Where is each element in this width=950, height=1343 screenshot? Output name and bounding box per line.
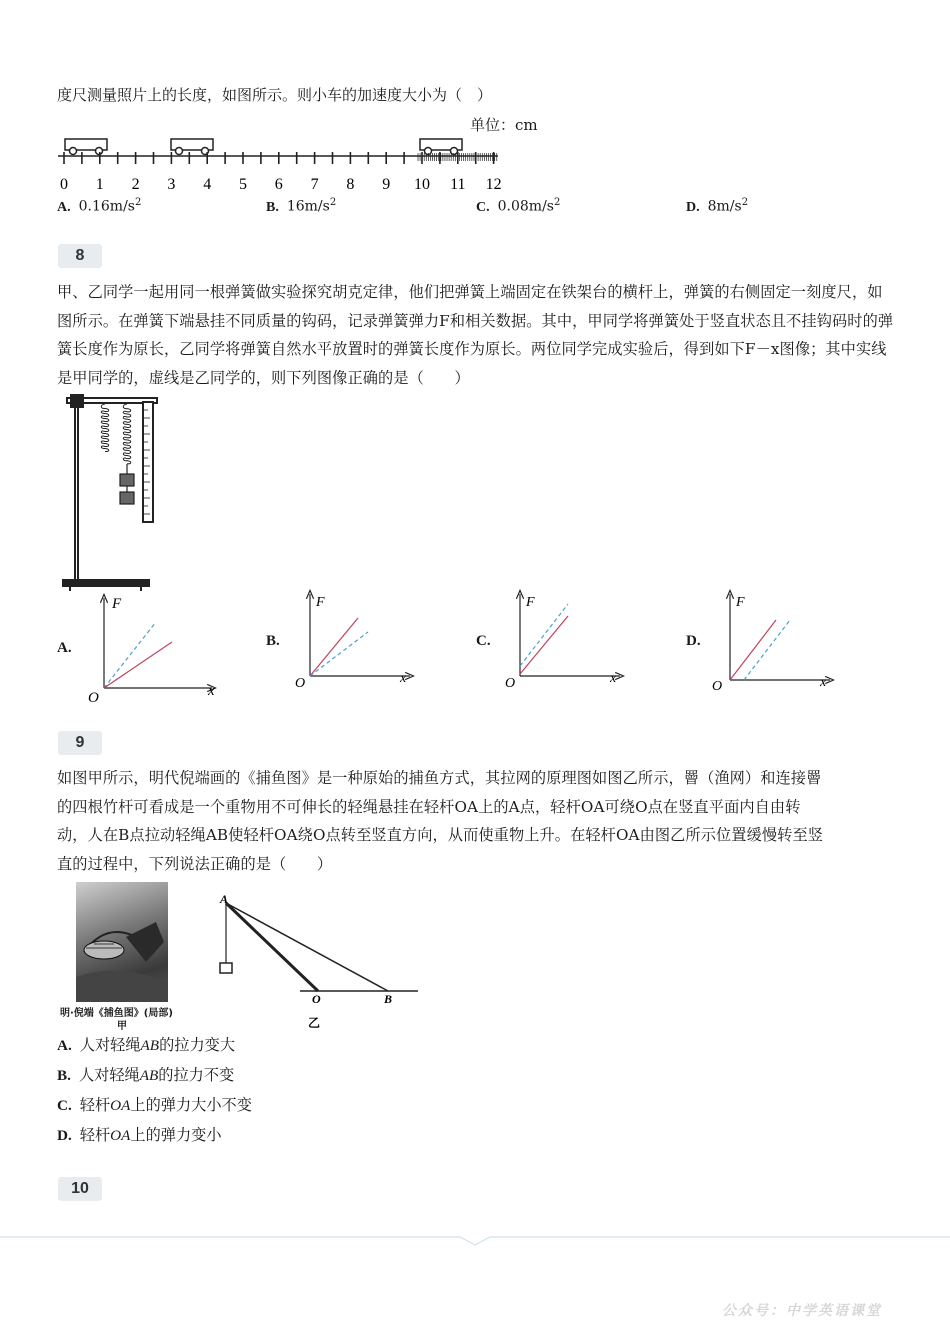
ruler-tick-label: 9 [382, 176, 391, 193]
origin-label: O [712, 679, 723, 694]
spring-coil [123, 404, 131, 464]
solid-line [104, 642, 172, 688]
ruler-tick-label: 7 [310, 176, 319, 193]
q9-stem-line-2: 的四根竹杆可看成是一个重物用不可伸长的轻绳悬挂在轻杆OA上的A点，轻杆OA可绕O点在竖直平面内自由转 [57, 797, 801, 816]
q8-graph-a[interactable] [80, 590, 230, 705]
rod-oa [226, 903, 318, 991]
axis-f-label: F [736, 595, 745, 610]
footer-divider [0, 1235, 950, 1255]
origin-label: O [295, 676, 306, 691]
fishing-painting-image [76, 882, 168, 1002]
q9-stem-line-3: 动，人在B点拉动轻绳AB使轻杆OA绕O点转至竖直方向，从而使重物上升。在轻杆OA由图乙所示位置缓慢转至竖 [57, 826, 824, 844]
axis-f-label: F [112, 596, 122, 612]
label-o: O [312, 992, 321, 1006]
lever-diagram [210, 885, 425, 1035]
diagram-caption: 乙 [308, 1016, 321, 1030]
q9-option-d[interactable]: D. 轻杆OA上的弹力变小 [57, 1126, 222, 1144]
ruler-tick-label: 8 [346, 176, 355, 193]
ruler-tick-label: 3 [167, 176, 176, 193]
spring-apparatus-figure [55, 392, 160, 594]
ruler-unit-label: 单位：cm [470, 116, 538, 134]
solid-line [310, 618, 358, 676]
axis-x-label: x [400, 671, 407, 686]
weight-block [220, 963, 232, 973]
solid-line [520, 616, 568, 674]
q9-option-b[interactable]: B. 人对轻绳AB的拉力不变 [57, 1066, 235, 1084]
label-b: B [384, 992, 393, 1006]
q8-option-b-label[interactable]: B. [266, 633, 280, 649]
cart-1 [65, 139, 107, 155]
q8-graph-c[interactable] [500, 586, 630, 691]
q8-option-d-label[interactable]: D. [686, 633, 701, 649]
origin-label: O [505, 676, 516, 691]
q7-option-b[interactable]: B. $16m/s^2$ [266, 197, 337, 215]
ruler-tick-label: 1 [95, 176, 104, 193]
q9-option-c[interactable]: C. 轻杆OA上的弹力大小不变 [57, 1096, 252, 1114]
solid-line [730, 620, 776, 680]
axis-x-label: x [208, 683, 215, 699]
q9-stem-line-4: 直的过程中，下列说法正确的是（ ） [57, 854, 333, 873]
question-number-9: 9 [58, 731, 102, 755]
q8-option-a-label[interactable]: A. [57, 640, 72, 656]
q9-option-a[interactable]: A. 人对轻绳AB的拉力变大 [57, 1036, 236, 1054]
label-a: A [220, 892, 229, 906]
ruler-tick-label: 5 [239, 176, 247, 193]
dashed-line [520, 604, 568, 666]
cart-3 [420, 139, 462, 155]
axis-x-label: x [610, 671, 617, 686]
dashed-line [310, 632, 368, 676]
rope-ab [226, 903, 388, 991]
spring-coil [101, 404, 109, 452]
ruler-figure [52, 110, 538, 195]
q7-option-c[interactable]: C. $0.08m/s^2$ [476, 197, 561, 215]
q8-graph-b[interactable] [290, 586, 420, 691]
ruler-tick-label: 10 [414, 176, 430, 193]
q7-option-d[interactable]: D. $8m/s^2$ [686, 197, 749, 215]
q7-intro-line: 度尺测量照片上的长度，如图所示。则小车的加速度大小为（ ） [57, 86, 493, 104]
axis-x-label: x [820, 675, 827, 690]
question-number-10: 10 [58, 1177, 102, 1201]
q8-option-c-label[interactable]: C. [476, 633, 491, 649]
dashed-line [744, 620, 790, 680]
painting-caption: 明·倪端《捕鱼图》(局部) [60, 1008, 173, 1019]
q9-stem [57, 764, 897, 878]
ruler-tick-label: 0 [60, 176, 68, 193]
origin-label: O [88, 690, 99, 706]
painting-label: 甲 [117, 1021, 127, 1032]
ruler-tick-labels [60, 176, 502, 193]
ruler-tick-label: 2 [131, 176, 140, 193]
q8-graph-d[interactable] [710, 586, 840, 694]
ruler-scale [58, 152, 498, 164]
q7-option-a[interactable]: A. $0.16m/s^2$ [57, 197, 142, 215]
watermark-text: 公众号：中学英语课堂 [722, 1303, 882, 1319]
ruler-tick-label: 6 [274, 176, 283, 193]
question-number-8: 8 [58, 244, 102, 268]
ruler-tick-label: 4 [203, 176, 212, 193]
q9-stem-line-1: 如图甲所示，明代倪端画的《捕鱼图》是一种原始的捕鱼方式，其拉网的原理图如图乙所示，罾（渔网）和连接罾 [57, 769, 822, 787]
ruler-tick-label: 12 [485, 176, 502, 193]
q8-stem: 甲、乙同学一起用同一根弹簧做实验探究胡克定律，他们把弹簧上端固定在铁架台的横杆上，弹簧的右侧固定一刻度尺，如图所示。在弹簧下端悬挂不同质量的钩码，记录弹簧弹力F和相关数据。其中，甲同学将弹簧处于竖直状态且不挂钩码时的弹簧长度作为原长，乙同学将弹簧自然水平放置时的弹簧长度作为原长。两位同学完成实验后，得到如下F－x图像；其中实线是甲同学的，虚线是乙同学的，则下列图像正确的是（ ） [57, 283, 894, 387]
axis-f-label: F [316, 595, 325, 610]
axis-f-label: F [526, 595, 535, 610]
ruler-tick-label: 11 [450, 176, 466, 193]
dashed-line [104, 622, 156, 688]
